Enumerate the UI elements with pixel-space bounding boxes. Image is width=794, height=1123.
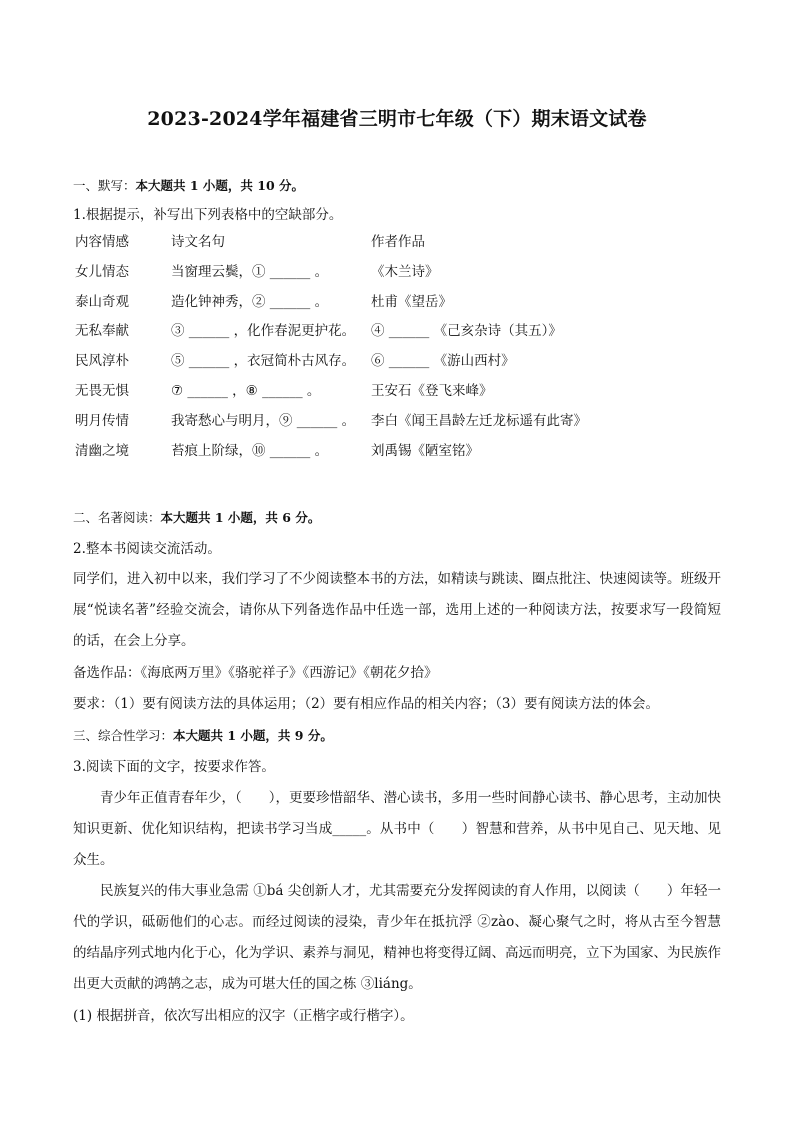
row-emotion: 无畏无惧 (75, 383, 129, 399)
question2-requirements: 要求：（1）要有阅读方法的具体运用；（2）要有相应作品的相关内容；（3）要有阅读方法的体会。 (73, 696, 660, 712)
row-work: 《木兰诗》 (371, 264, 439, 280)
exam-title: 2023-2024学年福建省三明市七年级（下）期末语文试卷 (147, 108, 647, 130)
row-emotion: 泰山奇观 (75, 294, 129, 310)
row-line: 我寄愁心与明月，⑨ ______ 。 (171, 413, 356, 429)
header-line: 诗文名句 (171, 234, 225, 250)
poem-table-row (0, 262, 794, 282)
poem-table-row (0, 381, 794, 401)
section2-score: 本大题共 1 小题，共 6 分。 (160, 510, 321, 525)
question3-subquestion1: (1) 根据拼音，依次写出相应的汉字（正楷字或行楷字）。 (73, 1008, 414, 1024)
section3-prefix: 三、综合性学习： (73, 728, 174, 743)
row-work: ④ ______ 《己亥杂诗（其五）》 (371, 323, 562, 339)
section1-score: 本大题共 1 小题，共 10 分。 (135, 178, 305, 193)
row-work: 李白《闻王昌龄左迁龙标遥有此寄》 (371, 413, 587, 429)
poem-table-row (0, 441, 794, 461)
question2-paragraph: 同学们，进入初中以来，我们学习了不少阅读整本书的方法，如精读与跳读、圈点批注、快速阅读等。班级开展“悦读名著”经验交流会，请你从下列备选作品中任选一部，选用上述的一种阅读方法，按要求写一段简短的话，在会上分享。 (73, 571, 721, 649)
header-work: 作者作品 (371, 234, 425, 250)
row-emotion: 女儿情态 (75, 264, 129, 280)
question1-prompt: 1.根据提示，补写出下列表格中的空缺部分。 (73, 207, 343, 223)
row-line: ③ ______ ，化作春泥更护花。 (171, 323, 356, 339)
row-emotion: 明月传情 (75, 413, 129, 429)
section2-heading (73, 509, 320, 527)
section1-prefix: 一、默写： (73, 178, 136, 193)
question3-paragraph1: 青少年正值青春年少，（ ），更要珍惜韶华、潜心读书，多用一些时间静心读书、静心思考，主动加快知识更新、优化知识结构，把读书学习当成_____。从书中（ ）智慧和营养，从书中见自己、见天地、见众生。 (73, 790, 721, 868)
header-emotion: 内容情感 (75, 234, 129, 250)
row-line: 当窗理云鬓，① ______ 。 (171, 264, 329, 280)
poem-table-row (0, 411, 794, 431)
question3-prompt: 3.阅读下面的文字，按要求作答。 (73, 759, 275, 775)
poem-table-row (0, 292, 794, 312)
section3-score: 本大题共 1 小题，共 9 分。 (173, 728, 333, 743)
row-line: 造化钟神秀，② ______ 。 (171, 294, 329, 310)
row-work: ⑥ ______ 《游山西村》 (371, 353, 515, 369)
row-work: 王安石《登飞来峰》 (371, 383, 493, 399)
question2-options: 备选作品：《海底两万里》《骆驼祥子》《西游记》《朝花夕拾》 (73, 665, 438, 681)
poem-table-row (0, 321, 794, 341)
row-work: 杜甫《望岳》 (371, 294, 452, 310)
question2-prompt: 2.整本书阅读交流活动。 (73, 541, 221, 557)
section2-prefix: 二、名著阅读： (73, 510, 161, 525)
row-line: ⑦ ______ ，⑧ ______ 。 (171, 383, 321, 399)
row-emotion: 清幽之境 (75, 443, 129, 459)
poem-table-header (0, 232, 794, 252)
row-line: 苔痕上阶绿，⑩ ______ 。 (171, 443, 329, 459)
row-emotion: 民风淳朴 (75, 353, 129, 369)
row-emotion: 无私奉献 (75, 323, 129, 339)
row-work: 刘禹锡《陋室铭》 (371, 443, 479, 459)
poem-table-row (0, 351, 794, 371)
row-line: ⑤ ______ ，衣冠简朴古风存。 (171, 353, 356, 369)
section3-heading (73, 727, 333, 745)
section1-heading (73, 177, 304, 195)
question3-paragraph2: 民族复兴的伟大事业急需 ①bá 尖创新人才，尤其需要充分发挥阅读的育人作用，以阅读（ ）年轻一代的学识，砥砺他们的心志。而经过阅读的浸染，青少年在抵抗浮 ②zào、凝心聚气之时，将从古至今智慧的结晶序列式地内化于心，化为学识、素养与洞见，精神也将变得辽阔、高远而明亮，立下为国家、为民族作出更大贡献的鸿鹄之志，成为可堪大任的国之栋 ③liáng。 (73, 883, 721, 992)
